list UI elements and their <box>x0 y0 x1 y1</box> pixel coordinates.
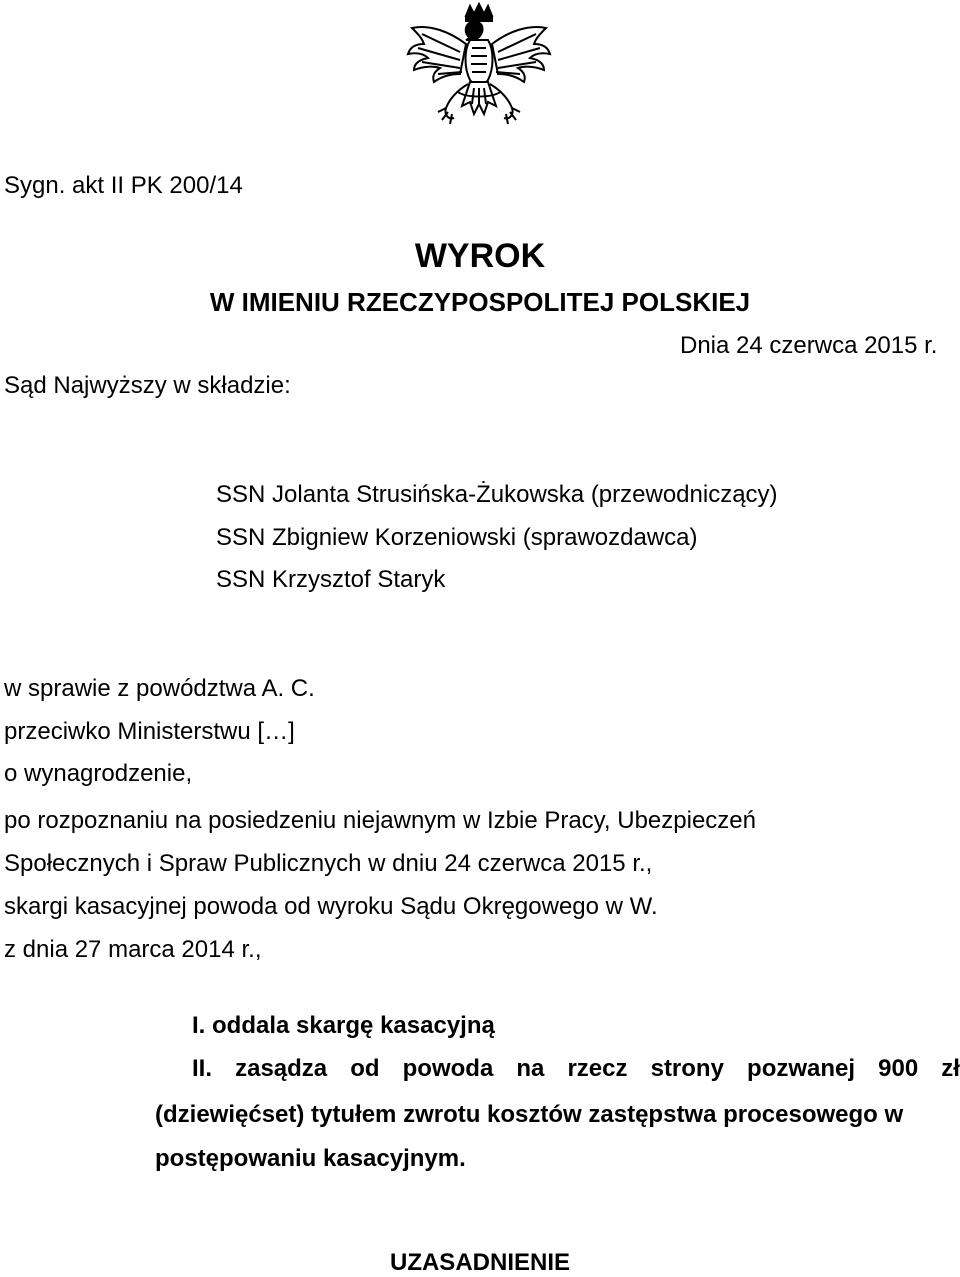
ruling-word: rzecz <box>567 1055 628 1082</box>
ruling-item-1: I. oddala skargę kasacyjną <box>192 1012 495 1039</box>
ruling-word: powoda <box>402 1055 494 1082</box>
case-details-line: po rozpoznaniu na posiedzeniu niejawnym w Izbie Pracy, Ubezpieczeń <box>4 807 756 834</box>
judgment-title: WYROK <box>414 237 546 275</box>
judge-member: SSN Krzysztof Staryk <box>216 566 446 593</box>
ruling-word: na <box>516 1055 545 1082</box>
ruling-item-2-line-1 <box>192 1055 960 1083</box>
ruling-word: zł <box>941 1055 960 1082</box>
judge-presiding: SSN Jolanta Strusińska-Żukowska (przewodniczący) <box>216 481 778 508</box>
ruling-item-2-line-3: postępowaniu kasacyjnym. <box>155 1145 466 1172</box>
case-details-line: o wynagrodzenie, <box>4 760 193 787</box>
judgment-date: Dnia 24 czerwca 2015 r. <box>680 332 938 359</box>
justification-heading: UZASADNIENIE <box>389 1249 570 1276</box>
case-number: Sygn. akt II PK 200/14 <box>4 172 243 199</box>
ruling-word: 900 <box>878 1055 919 1082</box>
court-composition-label: Sąd Najwyższy w składzie: <box>4 372 291 399</box>
ruling-item-2-line-2: (dziewięćset) tytułem zwrotu kosztów zastępstwa procesowego w <box>155 1101 904 1128</box>
ruling-word: strony <box>650 1055 724 1082</box>
case-details-line: przeciwko Ministerstwu […] <box>4 718 295 745</box>
polish-eagle-emblem-icon <box>404 2 554 140</box>
ruling-word: zasądza <box>235 1055 328 1082</box>
ruling-word: pozwanej <box>747 1055 856 1082</box>
ruling-word: od <box>350 1055 380 1082</box>
judgment-subtitle: W IMIENIU RZECZYPOSPOLITEJ POLSKIEJ <box>209 287 751 317</box>
case-details-line: Społecznych i Spraw Publicznych w dniu 24 czerwca 2015 r., <box>4 850 653 877</box>
case-details-line: w sprawie z powództwa A. C. <box>4 675 315 702</box>
case-details-line: skargi kasacyjnej powoda od wyroku Sądu Okręgowego w W. <box>4 893 658 920</box>
ruling-word: II. <box>192 1055 213 1082</box>
judge-rapporteur: SSN Zbigniew Korzeniowski (sprawozdawca) <box>216 524 698 551</box>
case-details-line: z dnia 27 marca 2014 r., <box>4 936 262 963</box>
